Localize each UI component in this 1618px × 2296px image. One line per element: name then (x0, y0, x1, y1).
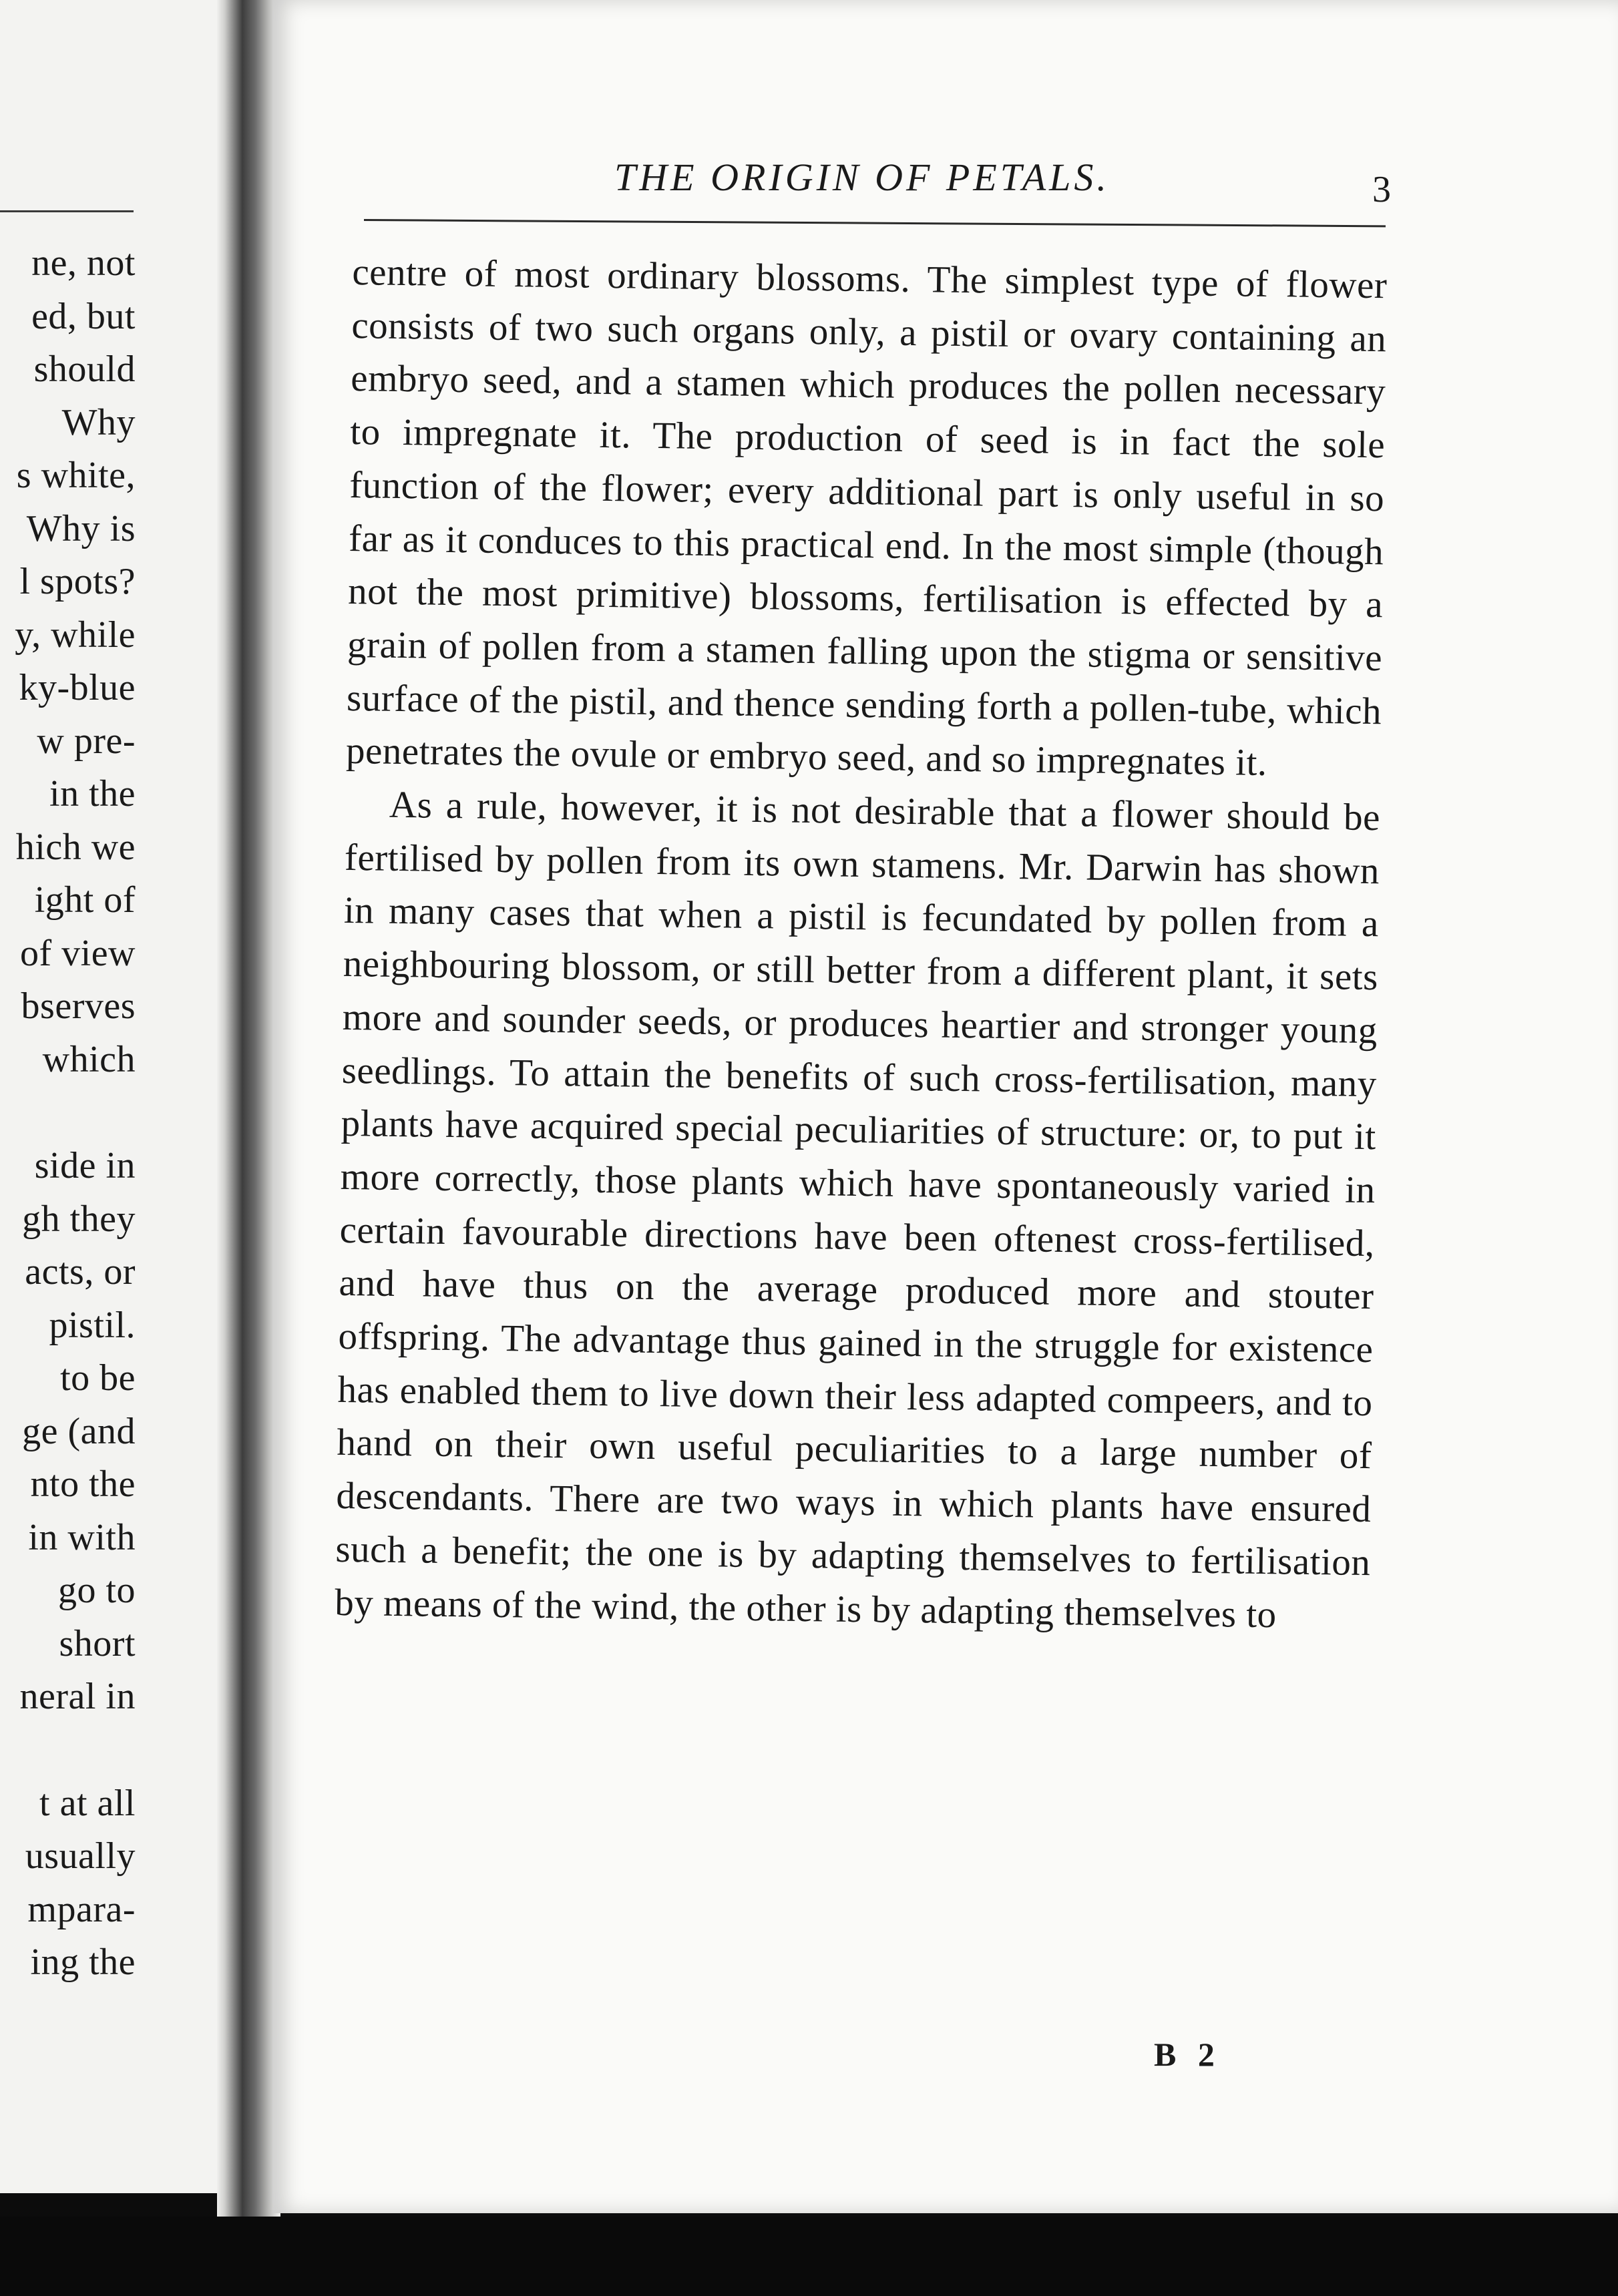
left-header-rule (0, 210, 134, 212)
left-fragment: ing the (30, 1941, 136, 1983)
left-fragment: which (42, 1038, 136, 1080)
left-facing-page (0, 0, 252, 2193)
left-fragment: hich we (15, 826, 136, 868)
left-fragment: in with (28, 1516, 136, 1558)
left-fragment: to be (60, 1357, 136, 1399)
left-fragment: y, while (15, 614, 136, 656)
left-fragment: ight of (34, 879, 136, 921)
left-fragment: s white, (16, 455, 136, 496)
left-fragment: go to (57, 1570, 136, 1611)
left-fragment: nto the (30, 1463, 136, 1505)
left-fragment: gh they (22, 1198, 136, 1240)
left-fragment: pistil. (49, 1304, 136, 1346)
scan-background-edge (0, 2217, 1618, 2296)
left-fragment: acts, or (25, 1251, 136, 1293)
page-body (335, 246, 1388, 1642)
left-fragment: short (59, 1622, 136, 1664)
left-fragment: ne, not (31, 242, 136, 284)
left-fragment: w pre- (37, 720, 136, 762)
page-number: 3 (1372, 169, 1391, 210)
left-fragment: Why is (26, 507, 136, 549)
left-fragment: mpara- (27, 1888, 136, 1930)
left-fragment: l spots? (19, 561, 136, 602)
left-fragment: ge (and (22, 1410, 136, 1452)
left-fragment: bserves (21, 985, 136, 1027)
signature-mark: B 2 (1154, 2036, 1221, 2073)
left-fragment: t at all (39, 1782, 136, 1824)
left-fragment: usually (25, 1835, 136, 1877)
left-fragment: in the (49, 773, 136, 815)
left-fragment: Why (61, 401, 136, 443)
left-fragment: side in (34, 1145, 136, 1186)
book-gutter-shadow (217, 0, 280, 2217)
body-paragraph: centre of most ordinary blossoms. The simplest type of flower consists of two such organs only, a pistil or ovary containing an embryo seed, and a stamen which produces the pollen necessary to impregnate it. The production of seed is in fact the sole function of the flower; every additional part is only useful in so far as it conduces to this practical end. In the most simple (though not the most primitive) blossoms, fertilisation is effected by a grain of pollen from a stamen falling upon the stigma or sensitive surface of the pistil, and thence sending forth a pollen-tube, which penetrates the ovule or embryo seed, and so impregnates it. (345, 250, 1388, 784)
left-fragment: of view (19, 932, 136, 974)
left-fragment: ed, but (31, 295, 136, 337)
running-head: THE ORIGIN OF PETALS. (614, 156, 1110, 199)
left-fragment: should (33, 349, 136, 390)
body-paragraph: As a rule, however, it is not desirable that a flower should be fertilised by pollen from its own stamens. Mr. Darwin has shown in many cases that when a pistil is fecundated by pollen from a neighbouring blossom, or still better from a different plant, it sets more and sounder seeds, or produces heartier and stronger young seedlings. To attain the benefits of such cross-fertilisation, many plants have acquired special peculiarities of structure: or, to put it more correctly, those plants which have spontaneously varied in certain favourable directions have been oftenest cross-fertilised, and have thus on the average produced more and stouter offspring. The advantage thus gained in the struggle for existence has enabled them to live down their less adapted compeers, and to hand on their own useful peculiarities to a large number of descendants. There are two ways in which plants have ensured such a benefit; the one is by adapting themselves to fertilisation by means of the wind, the other is by adapting themselves to (334, 783, 1381, 1636)
left-page-text-fragments (0, 237, 136, 1990)
left-fragment: ky-blue (19, 667, 136, 708)
left-fragment: neral in (19, 1676, 136, 1717)
